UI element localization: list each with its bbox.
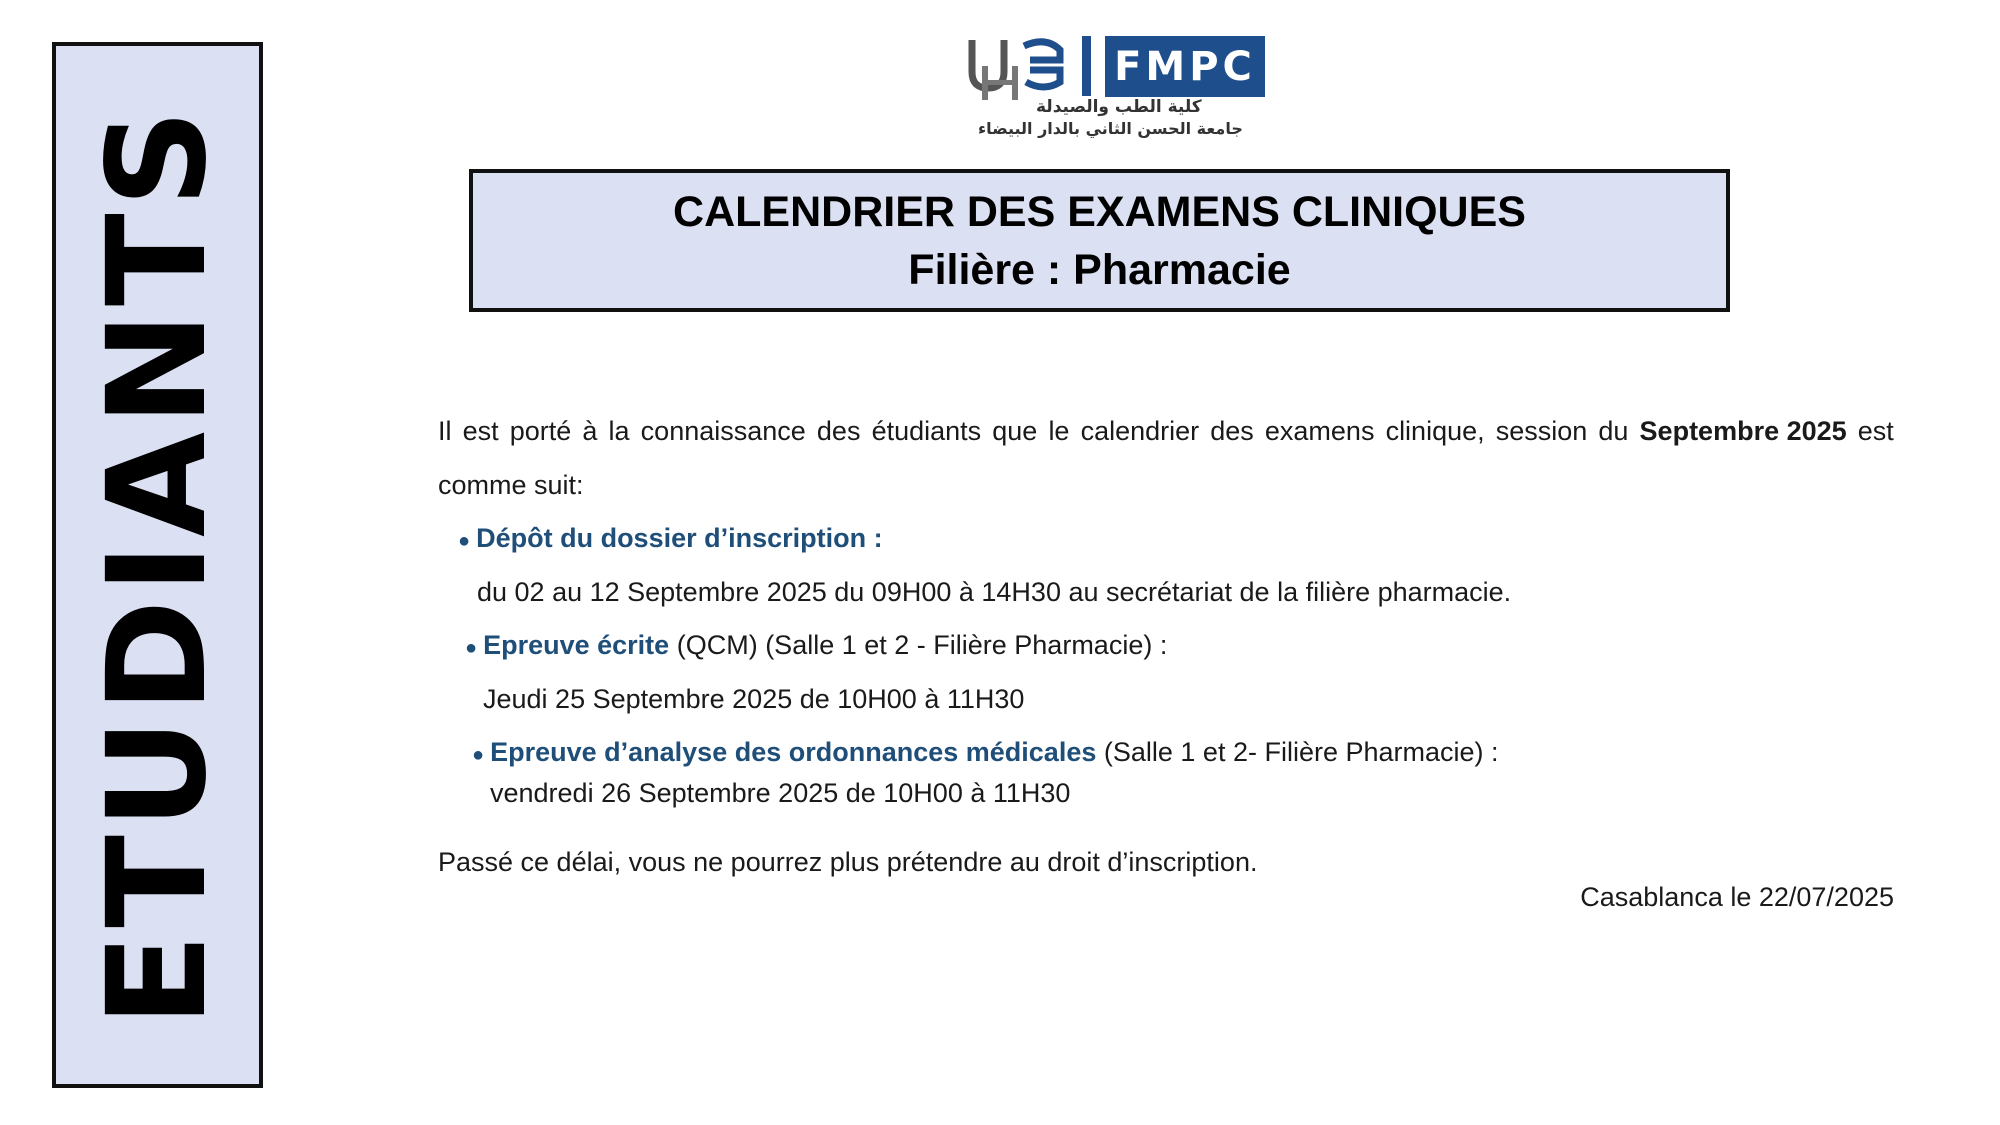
intro-word: session — [1495, 416, 1588, 446]
intro-word: porté — [509, 416, 572, 446]
intro-word: que — [992, 416, 1038, 446]
item-3-heading-line — [472, 735, 1499, 772]
intro-line-1 — [438, 414, 1894, 448]
intro-line-2: comme suit: — [438, 470, 584, 500]
bullet-icon: ● — [472, 744, 485, 766]
item-3-detail: vendredi 26 Septembre 2025 de 10H00 à 11H30 — [490, 778, 1071, 808]
intro-word: examens — [1264, 416, 1375, 446]
logo-acronym: FMPC — [1105, 36, 1265, 97]
intro-word: des — [1210, 416, 1254, 446]
fmpc-logo — [968, 32, 1268, 144]
item-2-heading: Epreuve écrite — [483, 630, 670, 660]
intro-word: est — [462, 416, 499, 446]
page-subtitle: Filière : Pharmacie — [908, 245, 1291, 294]
intro-word: à — [582, 416, 598, 446]
title-box — [469, 169, 1730, 312]
intro-word: la — [608, 416, 630, 446]
item-3-heading: Epreuve d’analyse des ordonnances médicales — [490, 737, 1097, 767]
item-1-detail: du 02 au 12 Septembre 2025 du 09H00 à 14H30 au secrétariat de la filière pharmacie. — [477, 577, 1512, 607]
side-banner — [52, 42, 263, 1088]
page-title: CALENDRIER DES EXAMENS CLINIQUES — [673, 187, 1526, 236]
item-3-note: (Salle 1 et 2- Filière Pharmacie) : — [1103, 737, 1499, 767]
side-banner-label: ETUDIANTS — [78, 103, 237, 1027]
intro-word: calendrier — [1080, 416, 1200, 446]
item-2-note: (QCM) (Salle 1 et 2 - Filière Pharmacie) : — [676, 630, 1168, 660]
intro-word: connaissance — [640, 416, 806, 446]
logo-arabic-faculty: كلية الطب والصيدلة — [1036, 97, 1202, 117]
intro-word: étudiants — [871, 416, 982, 446]
intro-word: clinique, — [1385, 416, 1485, 446]
intro-word: du — [1598, 416, 1629, 446]
bullet-icon: ● — [458, 530, 471, 552]
item-2-detail: Jeudi 25 Septembre 2025 de 10H00 à 11H30 — [483, 684, 1025, 714]
item-1-heading-line — [458, 521, 883, 558]
item-1-heading: Dépôt du dossier d’inscription : — [476, 523, 883, 553]
intro-word: des — [816, 416, 861, 446]
logo-arabic-university: جامعة الحسن الثاني بالدار البيضاء — [978, 119, 1243, 138]
logo-divider — [1082, 36, 1091, 96]
signature-date: Casablanca le 22/07/2025 — [1580, 882, 1894, 912]
intro-session-date: Septembre 2025 — [1639, 416, 1847, 446]
item-2-heading-line — [465, 628, 1167, 665]
uh2-logo-icon — [968, 36, 1066, 102]
closing-note: Passé ce délai, vous ne pourrez plus prétendre au droit d’inscription. — [438, 847, 1258, 877]
intro-word: le — [1048, 416, 1070, 446]
bullet-icon: ● — [465, 637, 478, 659]
intro-word: Il — [438, 416, 452, 446]
intro-word: est — [1857, 416, 1894, 446]
